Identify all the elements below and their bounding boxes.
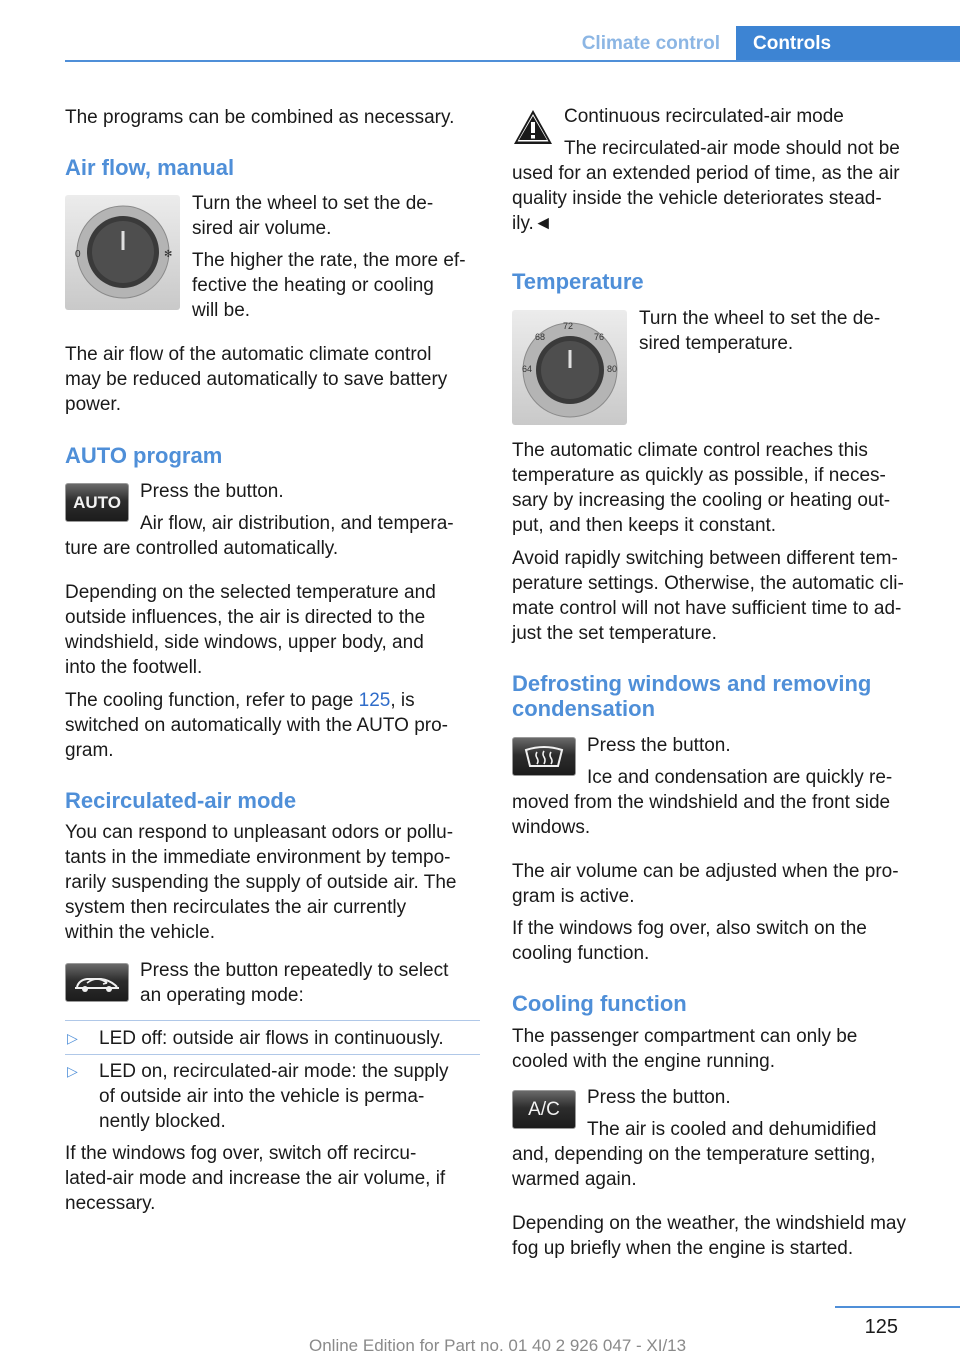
airflow-knob-min-label: 0 — [75, 249, 81, 260]
windshield-defrost-icon — [522, 744, 566, 770]
recirc-closing: If the windows fog over, switch off recircu- lated-air mode and increase the air volume, if necessary. — [65, 1143, 446, 1214]
bullet-separator — [65, 1054, 480, 1055]
warning-icon — [512, 108, 554, 146]
heading-auto: AUTO program — [65, 443, 223, 468]
defrost-text: Press the button. Ice and condensation are quickly re- — [587, 735, 893, 788]
cooling-button-text: Press the button. The air is cooled and dehumidified — [587, 1087, 877, 1140]
header-rule — [65, 60, 960, 62]
svg-text:76: 76 — [594, 332, 605, 342]
recirc-button-text: Press the button repeatedly to select an operating mode: — [140, 960, 449, 1006]
ac-button-image: A/C — [512, 1090, 576, 1129]
bullet-triangle-icon: ▷ — [67, 1063, 78, 1079]
cooling-reference: The cooling function, refer to page 125, is switched on automatically with the AUTO pro- gram. — [65, 690, 448, 761]
warning-text: used for an extended period of time, as the air quality inside the vehicle deteriorates stead- ily.◄ — [512, 163, 900, 234]
cooling-paragraph-2: Depending on the weather, the windshield may fog up briefly when the engine is started. — [512, 1213, 906, 1259]
airflow-knob-icon — [65, 195, 180, 310]
defrost-text-cont: moved from the windshield and the front side windows. — [512, 792, 891, 838]
heading-cooling: Cooling function — [512, 991, 687, 1016]
bullet-separator — [65, 1020, 480, 1021]
heading-defrost: Defrosting windows and removing condensation — [512, 671, 872, 721]
defrost-paragraph-1: The air volume can be adjusted when the pro- gram is active. — [512, 861, 899, 907]
intro-text: The programs can be combined as necessary. — [65, 107, 455, 128]
page-link-125[interactable]: 125 — [358, 690, 391, 711]
temperature-knob-icon — [512, 310, 627, 425]
heading-recirc: Recirculated-air mode — [65, 788, 297, 813]
defrost-button-image — [512, 737, 576, 776]
cooling-paragraph: The passenger compartment can only be cooled with the engine running. — [512, 1026, 858, 1072]
svg-text:72: 72 — [563, 321, 574, 331]
recirculation-car-icon — [71, 971, 123, 995]
svg-text:68: 68 — [535, 332, 546, 342]
airflow-knob-image — [65, 195, 180, 310]
airflow-paragraph: The air flow of the automatic climate control may be reduced automatically to save battery power. — [65, 344, 448, 415]
chapter-tab: Controls — [736, 26, 960, 61]
auto-button-image: AUTO — [65, 483, 129, 522]
cooling-text-cont: and, depending on the temperature setting, warmed again. — [512, 1144, 876, 1190]
temperature-knob-image — [512, 310, 627, 425]
warning-title: Continuous recirculated-air mode — [564, 106, 844, 127]
edition-note: Online Edition for Part no. 01 40 2 926 047 - XI/13 — [309, 1336, 687, 1355]
page-number: 125 — [864, 1316, 898, 1338]
airflow-text: Turn the wheel to set the de- sired air volume. The higher the rate, the more ef- fective the heating or cooling will be. — [192, 193, 466, 321]
auto-text: Press the button. Air flow, air distribution, and tempera- — [140, 481, 454, 534]
temperature-text: Turn the wheel to set the de- sired temperature. — [639, 308, 881, 354]
recirc-paragraph: You can respond to unpleasant odors or pollu- tants in the immediate environment by tempo- rarily suspending the supply of outside air. The system then recirculates the air currently within the vehicle. — [65, 822, 457, 943]
temperature-paragraph-1: The automatic climate control reaches this temperature as quickly as possible, if neces- sary by increasing the cooling or heating out- put, and then keeps it constant. — [512, 440, 891, 536]
svg-text:80: 80 — [607, 364, 618, 374]
warning-line-1: The recirculated-air mode should not be — [564, 138, 900, 159]
heading-airflow: Air flow, manual — [65, 155, 235, 180]
temperature-paragraph-2: Avoid rapidly switching between different tem- perature settings. Otherwise, the automatic cli- mate control will not have sufficient time to ad- just the set temperature. — [512, 548, 904, 644]
auto-paragraph: Depending on the selected temperature and outside influences, the air is directed to the windshield, side windows, upper body, and into the footwell. — [65, 582, 436, 678]
defrost-paragraph-2: If the windows fog over, also switch on the cooling function. — [512, 918, 867, 964]
auto-text-cont: ture are controlled automatically. — [65, 538, 339, 559]
svg-text:✻: ✻ — [164, 249, 173, 260]
recirc-button-image — [65, 963, 129, 1002]
heading-temperature: Temperature — [512, 269, 644, 294]
section-title: Climate control — [581, 33, 720, 54]
bullet-triangle-icon: ▷ — [67, 1030, 78, 1046]
svg-text:64: 64 — [522, 364, 533, 374]
footer-rule — [835, 1306, 960, 1308]
